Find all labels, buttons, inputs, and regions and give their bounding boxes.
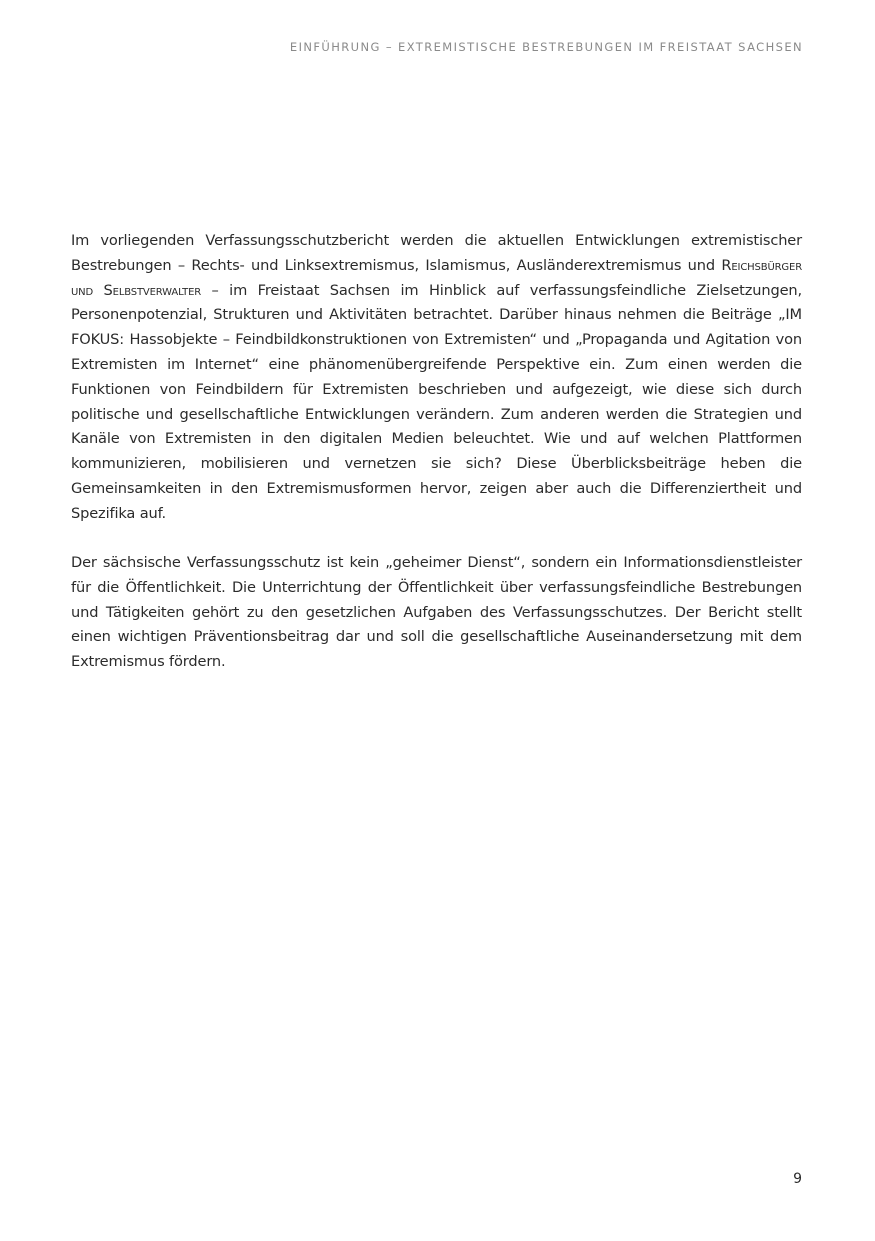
main-content: [71, 229, 802, 675]
small-caps-term: Reichsbürger und Selbstverwalter: [71, 256, 802, 299]
page-number: 9: [793, 1171, 802, 1187]
paragraph-public-information: Der sächsische Verfassungsschutz ist kein „geheimer Dienst“, sondern ein Informationsdienstleister für die Öffentlichkeit. Die Unterrichtung der Öffentlichkeit über verfassungsfeindliche Bestrebungen und Tätigkeiten gehört zu den gesetzlichen Aufgaben des Verfassungsschutzes. Der Bericht stellt einen wichtigen Präventionsbeitrag dar und soll die gesellschaftliche Auseinandersetzung mit dem Extremismus fördern.: [71, 554, 802, 671]
paragraph-intro-text-b: – im Freistaat Sachsen im Hinblick auf verfassungsfeindliche Zielsetzungen, Personenpotenzial, Strukturen und Aktivitäten betrachtet. Darüber hinaus nehmen die Beiträge „IM FOKUS: Hassobjekte – Feindbildkonstruktionen von Extremisten“ und „Propaganda und Agitation von Extremisten im Internet“ eine phänomenübergreifende Perspektive ein. Zum einen werden die Funktionen von Feindbildern für Extremisten beschrieben und aufgezeigt, wie diese sich durch politische und gesellschaftliche Entwicklungen verändern. Zum anderen werden die Strategien und Kanäle von Extremisten in den digitalen Medien beleuchtet. Wie und auf welchen Plattformen kommunizieren, mobilisieren und vernetzen sie sich? Diese Überblicksbeiträge heben die Gemeinsamkeiten in den Extremismusformen hervor, zeigen aber auch die Differenziertheit und Spezifika auf.: [71, 281, 802, 522]
running-header: EINFÜHRUNG – EXTREMISTISCHE BESTREBUNGEN IM FREISTAAT SACHSEN: [289, 40, 803, 54]
paragraph-intro: [71, 229, 802, 527]
paragraph-intro-text-a: Im vorliegenden Verfassungsschutzbericht werden die aktuellen Entwicklungen extremistischer Bestrebungen – Rechts- und Linksextremismus, Islamismus, Ausländerextremismus und: [71, 232, 802, 274]
